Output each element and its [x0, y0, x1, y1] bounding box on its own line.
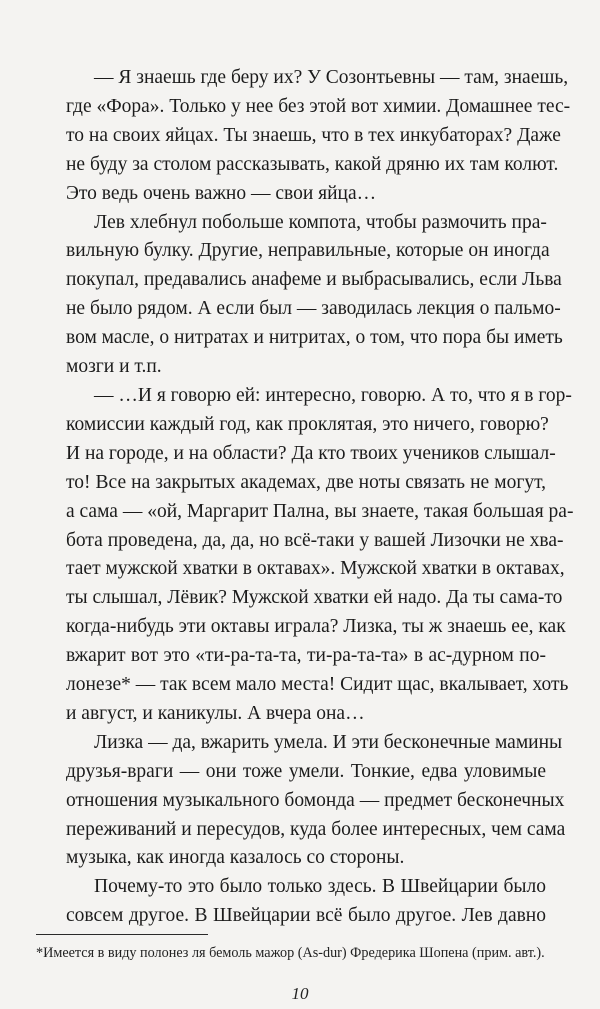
text-line: покупал, предавались анафеме и выбрасывались, если Льва	[66, 269, 562, 291]
text-line: переживаний и пересудов, куда более интересных, чем сама	[66, 818, 566, 840]
page-number: 10	[291, 984, 309, 1003]
text-line: бота проведена, да, да, но всё-таки у вашей Лизочки не хва-	[66, 529, 564, 551]
text-line: отношения музыкального бомонда — предмет бесконечных	[66, 789, 565, 811]
text-line: И на городе, и на области? Да кто твоих учеников слышал-	[66, 442, 556, 464]
text-line: ты слышал, Лёвик? Мужской хватки ей надо. Да ты сама-то	[66, 587, 563, 609]
text-line: Почему-то это было только здесь. В Швейцарии было	[94, 876, 546, 898]
text-line: мозги и т.п.	[66, 356, 162, 378]
body-text	[66, 64, 574, 931]
text-line: комиссии каждый год, как проклятая, это ничего, говорю?	[66, 413, 549, 435]
text-line: — Я знаешь где беру их? У Созонтьевны — там, знаешь,	[94, 67, 569, 88]
text-line: не было рядом. А если был — заводилась лекция о пальмо-	[66, 298, 561, 320]
text-line: Лев хлебнул побольше компота, чтобы размочить пра-	[94, 211, 547, 233]
text-line: когда-нибудь эти октавы играла? Лизка, ты ж знаешь ее, как	[66, 616, 566, 638]
text-line: а сама — «ой, Маргарит Пална, вы знаете, такая большая ра-	[66, 500, 574, 522]
text-line: тает мужской хватки в октавах». Мужской хватки в октавах,	[66, 558, 565, 580]
text-line: и август, и каникулы. А вчера она…	[66, 702, 365, 724]
text-line: музыка, как иногда казалось со стороны.	[66, 847, 405, 869]
text-line: где «Фора». Только у нее без этой вот химии. Домашнее тес-	[66, 95, 571, 117]
text-line: совсем другое. В Швейцарии всё было другое. Лев давно	[66, 905, 546, 927]
text-line: то на своих яйцах. Ты знаешь, что в тех инкубаторах? Даже	[66, 124, 561, 146]
text-line: Лизка — да, вжарить умела. И эти бесконечные мамины	[94, 731, 563, 753]
text-line: вильную булку. Другие, неправильные, которые он иногда	[66, 240, 550, 262]
text-line: лонезе* — так всем мало места! Сидит щас, вкалывает, хоть	[66, 674, 569, 696]
footnote: *Имеется в виду полонез ля бемоль мажор (As-dur) Фредерика Шопена (прим. авт.).	[36, 945, 545, 961]
text-line: — …И я говорю ей: интересно, говорю. А то, что я в гор-	[94, 384, 572, 406]
text-line: вжарит вот это «ти-ра-та-та, ти-ра-та-та» в ас-дурном по-	[66, 645, 546, 667]
text-line: не буду за столом рассказывать, какой дряню их там колют.	[66, 153, 559, 175]
text-line: Это ведь очень важно — свои яйца…	[66, 182, 377, 204]
text-line: друзья-враги — они тоже умели. Тонкие, едва уловимые	[66, 760, 546, 782]
text-line: вом масле, о нитратах и нитритах, о том, что пора бы иметь	[66, 327, 563, 349]
text-line: то! Все на закрытых академах, две ноты связать не могут,	[66, 471, 546, 493]
footnote-divider	[36, 934, 208, 935]
